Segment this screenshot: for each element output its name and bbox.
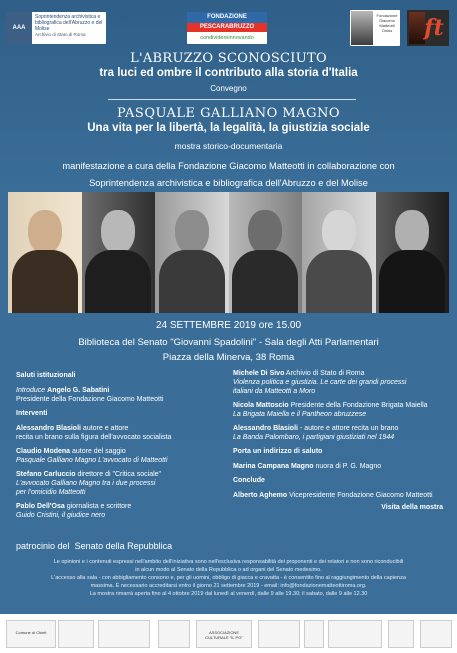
matteotti-portrait [351,11,373,45]
conference-title: L'ABRUZZO SCONOSCIUTO [130,51,327,66]
program-item [233,401,443,419]
program-item [233,491,443,500]
speaker-role: Archivio di Stato di Roma [285,370,365,377]
speaker-role: - autore e attore recita un brano [299,425,399,432]
conference-label: Convegno [210,84,247,93]
sponsor-logo [258,620,300,648]
conference-subtitle: tra luci ed ombre il contributo alla storia d'Italia [99,67,358,79]
fondazione-logo-line1: FONDAZIONE [187,12,267,23]
speaker-role: nuora di P. G. Magno [315,463,382,470]
portrait-photo-strip [8,192,449,313]
program-item [233,369,443,396]
conclude-heading: Conclude [233,477,265,484]
sponsor-bar [0,614,457,653]
disclaimer-line: massima. È necessario accreditarsi entro il giorno 21 settembre 2019 - email: info@fondazionematteottiroma.org. [90,583,367,589]
sponsor-logo [58,620,94,648]
intro-prefix: Introduce [16,387,46,394]
speaker-name: Alessandro Blasioli [233,425,298,432]
archivio-logo-text: Archivio di Stato di Roma [35,32,86,37]
soprintendenza-logo [6,12,106,44]
matteotti-logo-text: Fondazione Giacomo Matteotti Onlus [376,13,398,33]
program-item [16,447,216,465]
fondazione-logo-line3: condividereinnovando [200,35,254,41]
disclaimer-line: La mostra rimarrà aperta fino al 4 ottobre 2019 dal lunedì al venerdì, dalle 9 alle 19.30; il sabato, dalle 9 alle 12.30 [89,591,368,597]
speaker-role: Presidente della Fondazione Brigata Maiella [290,402,428,409]
speaker-name: Claudio Modena [16,448,71,455]
sponsor-logo [388,620,414,648]
disclaimer-line: in alcun modo al Senato della Repubblica o ad organi del Senato medesimo. [135,567,322,573]
portrait-photo [82,192,156,313]
program-item [233,462,443,471]
fondazione-pescarabruzzo-logo [187,12,267,44]
speaker-role: Presidente della Fondazione Giacomo Matteotti [16,396,164,403]
sponsor-logo [304,620,324,648]
organizers-line2: Soprintendenza archivistica e bibliografica dell'Abruzzo e del Molise [89,178,368,188]
talk-title: Violenza politica e giustizia. Le carte dei grandi processi [233,379,407,386]
program-item [16,386,216,404]
disclaimer-line: Le opinioni e i contenuti espressi nell'ambito dell'iniziativa sono nell'esclusiva responsabilità dei proponenti e dei relatori e non sono riconducibili [53,559,404,565]
ft-logo [407,10,449,46]
talk-title: Pasquale Galliano Magno L'avvocato di Matteotti [16,457,168,464]
patrocinio-body: Senato della Repubblica [74,541,173,551]
sponsor-logo [158,620,190,648]
sponsor-logo [98,620,150,648]
talk-title: italiani da Matteotti a Moro [233,388,316,395]
program-item [16,502,216,520]
program-item [16,470,216,497]
talk-desc: recita un brano sulla figura dell'avvocato socialista [16,434,172,441]
saluto-heading: Porta un indirizzo di saluto [233,448,323,455]
saluti-heading: Saluti istituzionali [16,372,76,379]
speaker-name: Angelo G. Sabatini [47,387,110,394]
talk-title: per l'omicidio Matteotti [16,489,86,496]
speaker-name: Alberto Aghemo [233,492,288,499]
speaker-role: direttore di "Critica sociale" [77,471,162,478]
talk-title: La Brigata Maiella e il Pantheon abruzzese [233,411,367,418]
interventi-heading: Interventi [16,410,48,417]
speaker-role: giornalista e scrittore [66,503,132,510]
portrait-photo [8,192,82,313]
visita-mostra: Visita della mostra [381,504,443,511]
soprintendenza-logo-text: Soprintendenza archivistica e bibliografica dell'Abruzzo e del Molise [35,14,103,32]
sponsor-logo: Comune di Chieti [6,620,56,648]
disclaimer [0,558,457,598]
exhibit-label: mostra storico-documentaria [174,141,283,151]
program-item [16,424,216,442]
soprintendenza-logo-mark: AAA [6,12,32,44]
title-divider [108,99,356,100]
fondazione-logo-line2: PESCARABRUZZO [187,23,267,32]
exhibit-title: PASQUALE GALLIANO MAGNO [116,106,341,121]
soprintendenza-logo-text-block [32,12,106,44]
speaker-name: Pablo Dell'Osa [16,503,65,510]
portrait-photo [376,192,450,313]
event-address: Piazza della Minerva, 38 Roma [162,352,295,363]
patrocinio [16,541,172,551]
sponsor-logo: ASSOCIAZIONE CULTURALE "IL PO" [196,620,252,648]
program-right-column [233,369,443,512]
sponsor-logo [328,620,382,648]
speaker-role: autore e attore [82,425,129,432]
matteotti-logo [350,10,400,46]
speaker-name: Nicola Mattoscio [233,402,289,409]
talk-title: Guido Cristini, il giudice nero [16,512,106,519]
disclaimer-line: L'accesso alla sala - con abbigliamento consono e, per gli uomini, obbligo di giacca e cravatta - è consentito fino al raggiungimento della capienza [51,575,406,581]
ft-logo-text: ft [424,15,444,41]
organizers [0,158,457,192]
event-date: 24 SETTEMBRE 2019 ore 15.00 [155,320,302,331]
portrait-photo [155,192,229,313]
portrait-photo [229,192,303,313]
speaker-role: autore del saggio [72,448,126,455]
program-item [233,424,443,442]
speaker-role: Vicepresidente Fondazione Giacomo Matteotti [289,492,433,499]
talk-title: La Banda Palombaro, i partigiani giustiziati nel 1944 [233,434,395,441]
portrait-photo [302,192,376,313]
patrocinio-prefix: patrocinio del [16,541,70,551]
talk-title: L'avvocato Galliano Magno tra i due processi [16,480,156,487]
program-left-column [16,369,216,525]
speaker-name: Michele Di Sivo [233,370,285,377]
exhibit-subtitle: Una vita per la libertà, la legalità, la giustizia sociale [87,122,370,134]
sponsor-logo [420,620,452,648]
ft-logo-portrait [409,12,425,44]
event-venue: Biblioteca del Senato "Giovanni Spadolini" - Sala degli Atti Parlamentari [78,337,379,348]
organizers-line1: manifestazione a cura della Fondazione Giacomo Matteotti in collaborazione con [62,161,395,171]
speaker-name: Marina Campana Magno [233,463,314,470]
speaker-name: Alessandro Blasioli [16,425,81,432]
speaker-name: Stefano Carluccio [16,471,76,478]
